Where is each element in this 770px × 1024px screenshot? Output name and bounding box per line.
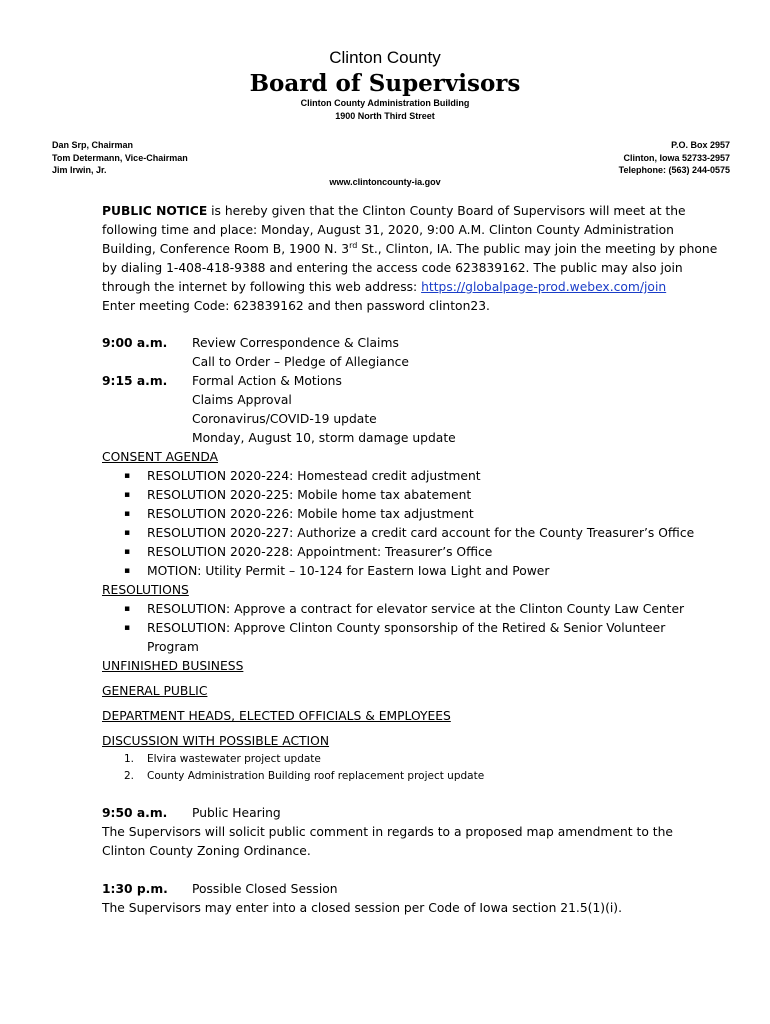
time-130: 1:30 p.m. [102,882,168,896]
notice-lead: PUBLIC NOTICE [102,204,208,218]
city-state-zip: Clinton, Iowa 52733-2957 [623,152,730,163]
hearing-text: Clinton County Zoning Ordinance. [102,844,311,858]
bullet-icon: ▪ [124,623,131,633]
department-heads-heading: DEPARTMENT HEADS, ELECTED OFFICIALS & EMPLOYEES [102,709,451,723]
bullet-icon: ▪ [124,604,131,614]
closed-session-text: The Supervisors may enter into a closed session per Code of Iowa section 21.5(1)(i). [102,901,622,915]
schedule-item: Formal Action & Motions [192,374,342,388]
member-supervisor: Jim Irwin, Jr. [52,165,107,175]
time-950: 9:50 a.m. [102,806,168,820]
webex-link[interactable]: https://globalpage-prod.webex.com/join [421,280,667,294]
consent-agenda-heading: CONSENT AGENDA [102,450,219,464]
notice-superscript: rd [349,240,358,250]
po-box: P.O. Box 2957 [671,140,730,150]
schedule-item: Claims Approval [192,393,292,407]
telephone: Telephone: (563) 244-0575 [618,165,730,175]
bullet-icon: ▪ [124,528,131,538]
schedule-item: Call to Order – Pledge of Allegiance [192,355,409,369]
bullet-icon: ▪ [124,566,131,576]
bullet-icon: ▪ [124,509,131,519]
schedule-item: Monday, August 10, storm damage update [192,431,456,445]
members-list [52,139,188,177]
hearing-row [102,804,702,824]
time-915: 9:15 a.m. [102,374,168,388]
closed-session-title: Possible Closed Session [192,882,338,896]
hearing-title: Public Hearing [192,806,281,820]
closed-session-row [102,880,702,900]
resolutions-heading: RESOLUTIONS [102,583,189,597]
notice-text-1: is hereby given that the Clinton County Board of Supervisors will meet at the following time and place: Monday, August 31, 2020, 9:00 A.M. Clinton County Administration Building, Conference Room B, 1900 N. 3 [102,204,686,256]
general-public-heading: GENERAL PUBLIC [102,684,208,698]
board-title: Board of Supervisors [249,70,521,97]
street-address: 1900 North Third Street [335,111,435,121]
discussion-heading: DISCUSSION WITH POSSIBLE ACTION [102,734,330,748]
bullet-icon: ▪ [124,490,131,500]
unfinished-business-heading: UNFINISHED BUSINESS [102,659,244,673]
public-notice-paragraph [102,202,722,316]
schedule-item: Review Correspondence & Claims [192,336,399,350]
bullet-icon: ▪ [124,471,131,481]
schedule-block [102,334,702,454]
member-vice-chairman: Tom Determann, Vice-Chairman [52,152,188,163]
notice-text-3: Enter meeting Code: 623839162 and then password clinton23. [102,299,490,313]
website: www.clintoncounty-ia.gov [329,177,441,187]
notice-text-2: St., Clinton, IA. The public may join the meeting by phone by dialing 1-408-418-9388 and entering the access code 623839162. The public may also join through the internet by following this web address: [102,242,718,294]
bullet-icon: ▪ [124,547,131,557]
contact-block [619,139,730,177]
county-name: Clinton County [329,48,441,67]
member-chairman: Dan Srp, Chairman [52,140,134,150]
schedule-item: Coronavirus/COVID-19 update [192,412,377,426]
building-name: Clinton County Administration Building [300,98,470,108]
time-900: 9:00 a.m. [102,336,168,350]
hearing-text: The Supervisors will solicit public comment in regards to a proposed map amendment to the [102,825,673,839]
agenda-page: Clinton County Board of Supervisors Clinton County Administration Building 1900 North Third Street Dan Srp, Chairman Tom Determann, Vice-Chairman Jim Irwin, Jr. P.O. Box 2957 Clinton, Iowa 52733-2957 Telephone: (563) 244-0575 www.clintoncounty-ia.gov PUBLIC NOTICE is hereby given that the Clinton County Board of Supervisors will meet at the following time and place: Monday, August 31, 2020, 9:00 A.M. Clinton County Administration Building, Conference Room B, 1900 N. 3rd St., Clinton, IA. The public may join the meeting by phone by dialing 1-408-418-9388 and entering the access code 623839162. The public may also join through the internet by following this web address: https://globalpage-prod.webex.com/join Enter meeting Code: 623839162 and then password clinton23. 9:00 a.m. Review Correspondence & Claims Call to Order – Pledge of Allegiance 9:15 a.m. Formal Action & Motions Claims Approval Coronavirus/COVID-19 update Monday, August 10, storm damage update CONSENT AGENDA ▪ RESOLUTION 2020-224: Homestead credit adjustment ▪ RESOLUTION 2020-225: Mobile home tax abatement ▪ RESOLUTION 2020-226: Mobile home tax adjustment ▪ RESOLUTION 2020-227: Authorize a credit card account for the County Treasurer’s Office ▪ RESOLUTION 2020-228: Appointment: Treasurer’s Office ▪ MOTION: Utility Permit – 10-124 for Eastern Iowa Light and Power RESOLUTIONS ▪ RESOLUTION: Approve a contract for elevator service at the Clinton County Law Center ▪ RESOLUTION: Approve Clinton County sponsorship of the Retired & Senior Volunteer Program UNFINISHED BUSINESS GENERAL PUBLIC DEPARTMENT HEADS, ELECTED OFFICIALS & EMPLOYEES DISCUSSION WITH POSSIBLE ACTION 1. Elvira wastewater project update 2. County Administration Building roof replacement project update 9:50 a.m. Public Hearing The Supervisors will solicit public comment in regards to a proposed map amendment to the Clinton County Zoning Ordinance. 1:30 p.m. Possible Closed Session The Supervisors may enter into a closed session per Code of Iowa section 21.5(1)(i). [0,0,770,1024]
